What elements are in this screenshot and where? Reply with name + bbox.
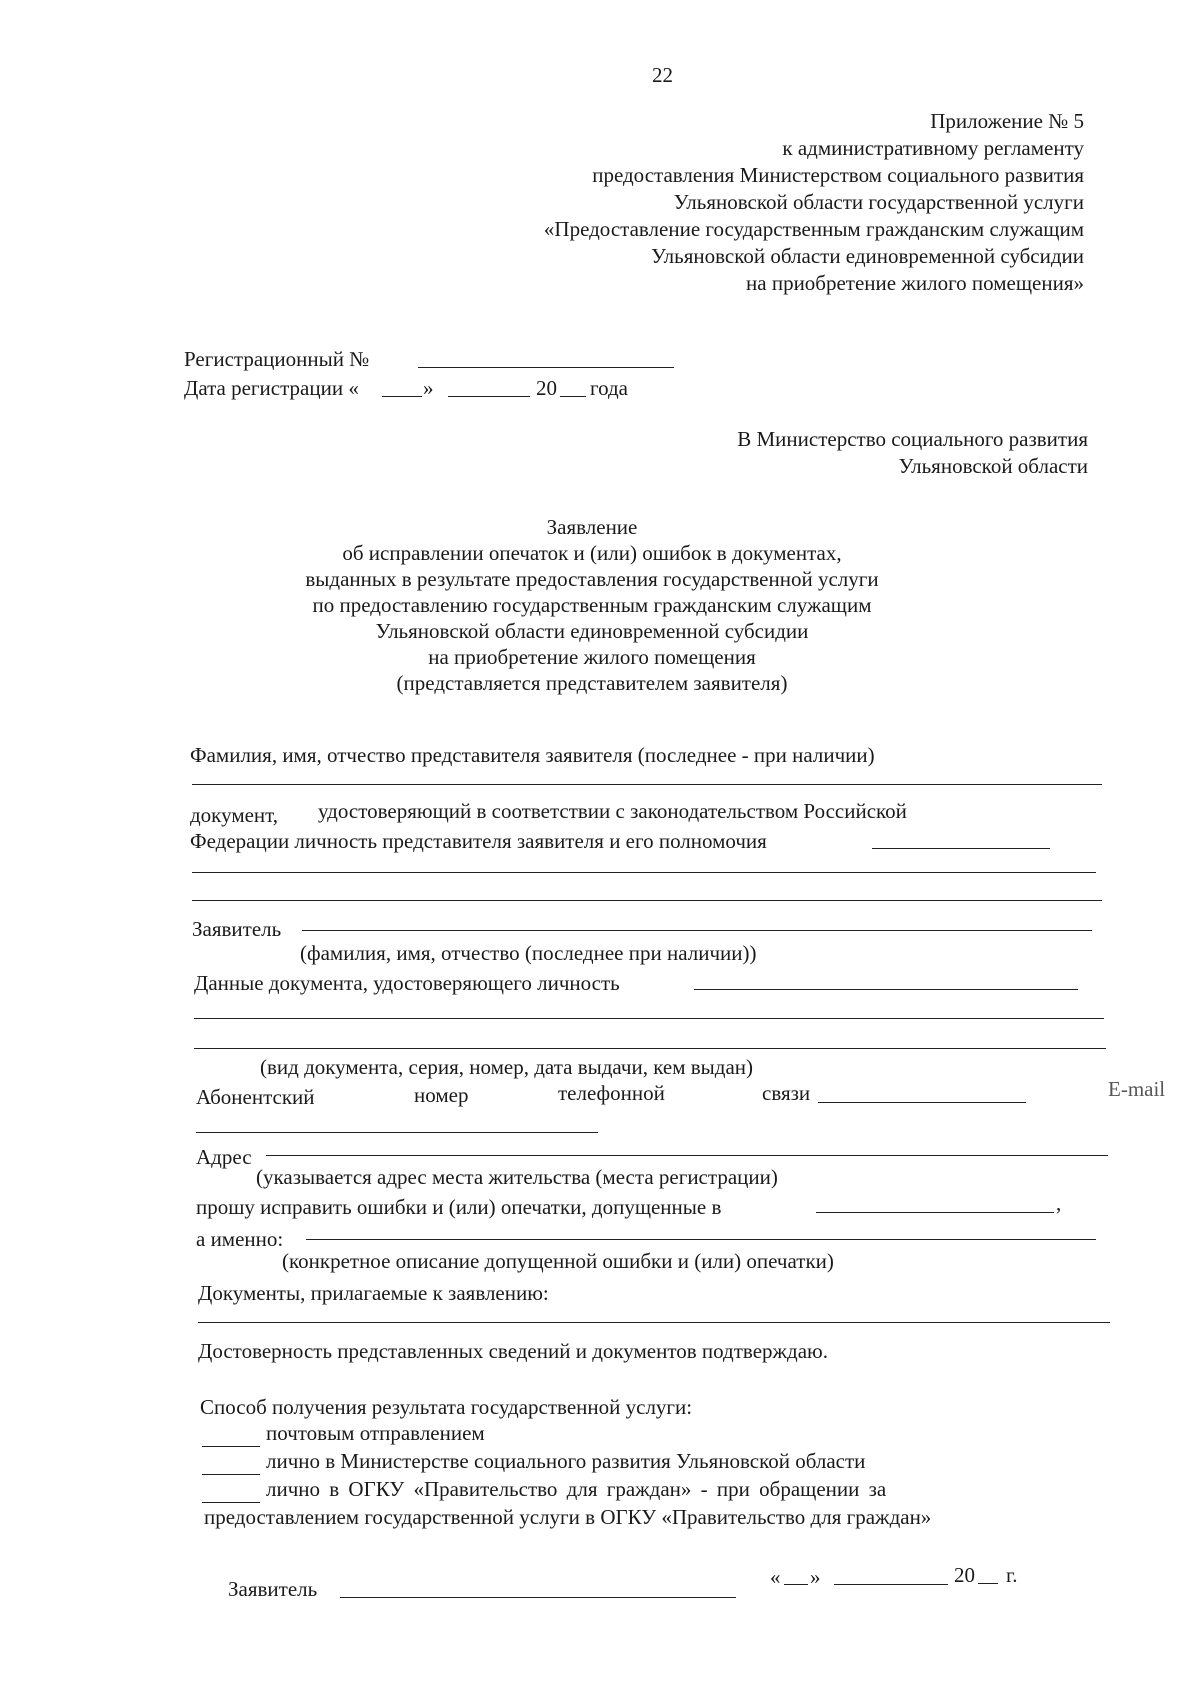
option-mfc-label-cont: предоставлением государственной услуги в ОГКУ «Правительство для граждан» [204, 1505, 932, 1529]
phone-label-word: Абонентский [196, 1085, 315, 1109]
option-postal-label: почтовым отправлением [266, 1421, 485, 1445]
registration-date-close: » [423, 376, 434, 400]
id-doc-label: Данные документа, удостоверяющего личность [194, 971, 620, 995]
id-doc-hint: (вид документа, серия, номер, дата выдачи, кем выдан) [260, 1055, 753, 1079]
rep-doc-field[interactable] [872, 848, 1050, 849]
appendix-line: «Предоставление государственным гражданским служащим [543, 217, 1084, 241]
applicant-hint: (фамилия, имя, отчество (последнее при наличии)) [300, 941, 757, 965]
page-number: 22 [652, 63, 673, 87]
namely-field[interactable] [306, 1239, 1096, 1240]
appendix-line: Ульяновской области единовременной субсидии [651, 244, 1084, 268]
method-label: Способ получения результата государственной услуги: [200, 1395, 693, 1419]
registration-day-field[interactable] [382, 396, 422, 397]
namely-hint: (конкретное описание допущенной ошибки и (или) опечатки) [282, 1249, 834, 1273]
registration-number-field[interactable] [418, 367, 674, 368]
email-label: E-mail [1108, 1077, 1166, 1101]
registration-date-label: Дата регистрации « [184, 376, 359, 400]
addressee-line: В Министерство социального развития [737, 427, 1088, 451]
rep-name-field[interactable] [192, 784, 1102, 785]
appendix-line: Ульяновской области государственной услуги [673, 190, 1084, 214]
option-ministry-label: лично в Министерстве социального развития Ульяновской области [266, 1449, 866, 1473]
title-line: Ульяновской области единовременной субсидии [375, 619, 809, 643]
id-doc-field-line3[interactable] [194, 1048, 1106, 1049]
request-comma: , [1056, 1191, 1062, 1215]
email-field[interactable] [196, 1132, 598, 1133]
rep-doc-label-b: удостоверяющий в соответствии с законодательством Российской [318, 799, 907, 823]
title-line: на приобретение жилого помещения [428, 645, 756, 669]
applicant-label: Заявитель [192, 917, 282, 941]
document-title [180, 514, 1004, 696]
rep-doc-field-line3[interactable] [192, 900, 1102, 901]
phone-field[interactable] [818, 1102, 1026, 1103]
phone-label-word: связи [762, 1081, 811, 1105]
rep-doc-label-c: Федерации личность представителя заявителя и его полномочия [190, 829, 767, 853]
registration-year-field[interactable] [560, 396, 586, 397]
phone-label-word: телефонной [558, 1081, 665, 1105]
option-ministry-checkbox[interactable] [202, 1474, 260, 1475]
option-mfc-label: лично в ОГКУ «Правительство для граждан» - при обращении за [266, 1477, 887, 1501]
option-postal-checkbox[interactable] [202, 1446, 260, 1447]
registration-number-label: Регистрационный № [184, 347, 370, 371]
title-line: по предоставлению государственным гражданским служащим [312, 593, 872, 617]
appendix-line: предоставления Министерством социального развития [592, 163, 1084, 187]
sign-year-prefix: 20 [954, 1563, 975, 1587]
sign-year-field[interactable] [978, 1583, 998, 1584]
sign-month-field[interactable] [834, 1584, 948, 1585]
id-doc-field-line2[interactable] [194, 1018, 1104, 1019]
appendix-header [544, 108, 1084, 297]
attached-field[interactable] [198, 1322, 1110, 1323]
rep-doc-label-a: документ, [190, 803, 279, 827]
sign-year-suffix: г. [1006, 1563, 1018, 1587]
confirm-text: Достоверность представленных сведений и документов подтверждаю. [198, 1339, 828, 1363]
title-heading: Заявление [546, 515, 638, 539]
address-field[interactable] [266, 1155, 1108, 1156]
signature-label: Заявитель [228, 1577, 318, 1601]
sign-date-open: « [770, 1565, 781, 1589]
title-line: выданных в результате предоставления государственной услуги [305, 567, 879, 591]
signature-field[interactable] [340, 1597, 736, 1598]
request-label: прошу исправить ошибки и (или) опечатки, допущенные в [196, 1195, 722, 1219]
title-line: (представляется представителем заявителя) [396, 671, 788, 695]
rep-doc-field-line2[interactable] [192, 872, 1096, 873]
address-hint: (указывается адрес места жительства (места регистрации) [256, 1165, 778, 1189]
appendix-line: Приложение № 5 [930, 109, 1084, 133]
phone-label-word: номер [414, 1083, 469, 1107]
registration-year-suffix: года [590, 376, 628, 400]
attached-label: Документы, прилагаемые к заявлению: [198, 1281, 549, 1305]
applicant-field[interactable] [302, 930, 1092, 931]
namely-label: а именно: [196, 1227, 284, 1251]
id-doc-field[interactable] [694, 989, 1078, 990]
registration-year-prefix: 20 [536, 376, 557, 400]
appendix-line: на приобретение жилого помещения» [746, 271, 1084, 295]
addressee [737, 426, 1088, 480]
rep-name-label: Фамилия, имя, отчество представителя заявителя (последнее - при наличии) [190, 743, 875, 767]
sign-date-close: » [810, 1565, 821, 1589]
address-label: Адрес [196, 1145, 252, 1169]
sign-day-field[interactable] [784, 1584, 808, 1585]
request-field[interactable] [816, 1212, 1054, 1213]
appendix-line: к административному регламенту [782, 136, 1084, 160]
title-line: об исправлении опечаток и (или) ошибок в документах, [342, 541, 842, 565]
registration-month-field[interactable] [448, 396, 530, 397]
option-mfc-checkbox[interactable] [202, 1502, 260, 1503]
addressee-line: Ульяновской области [898, 454, 1088, 478]
